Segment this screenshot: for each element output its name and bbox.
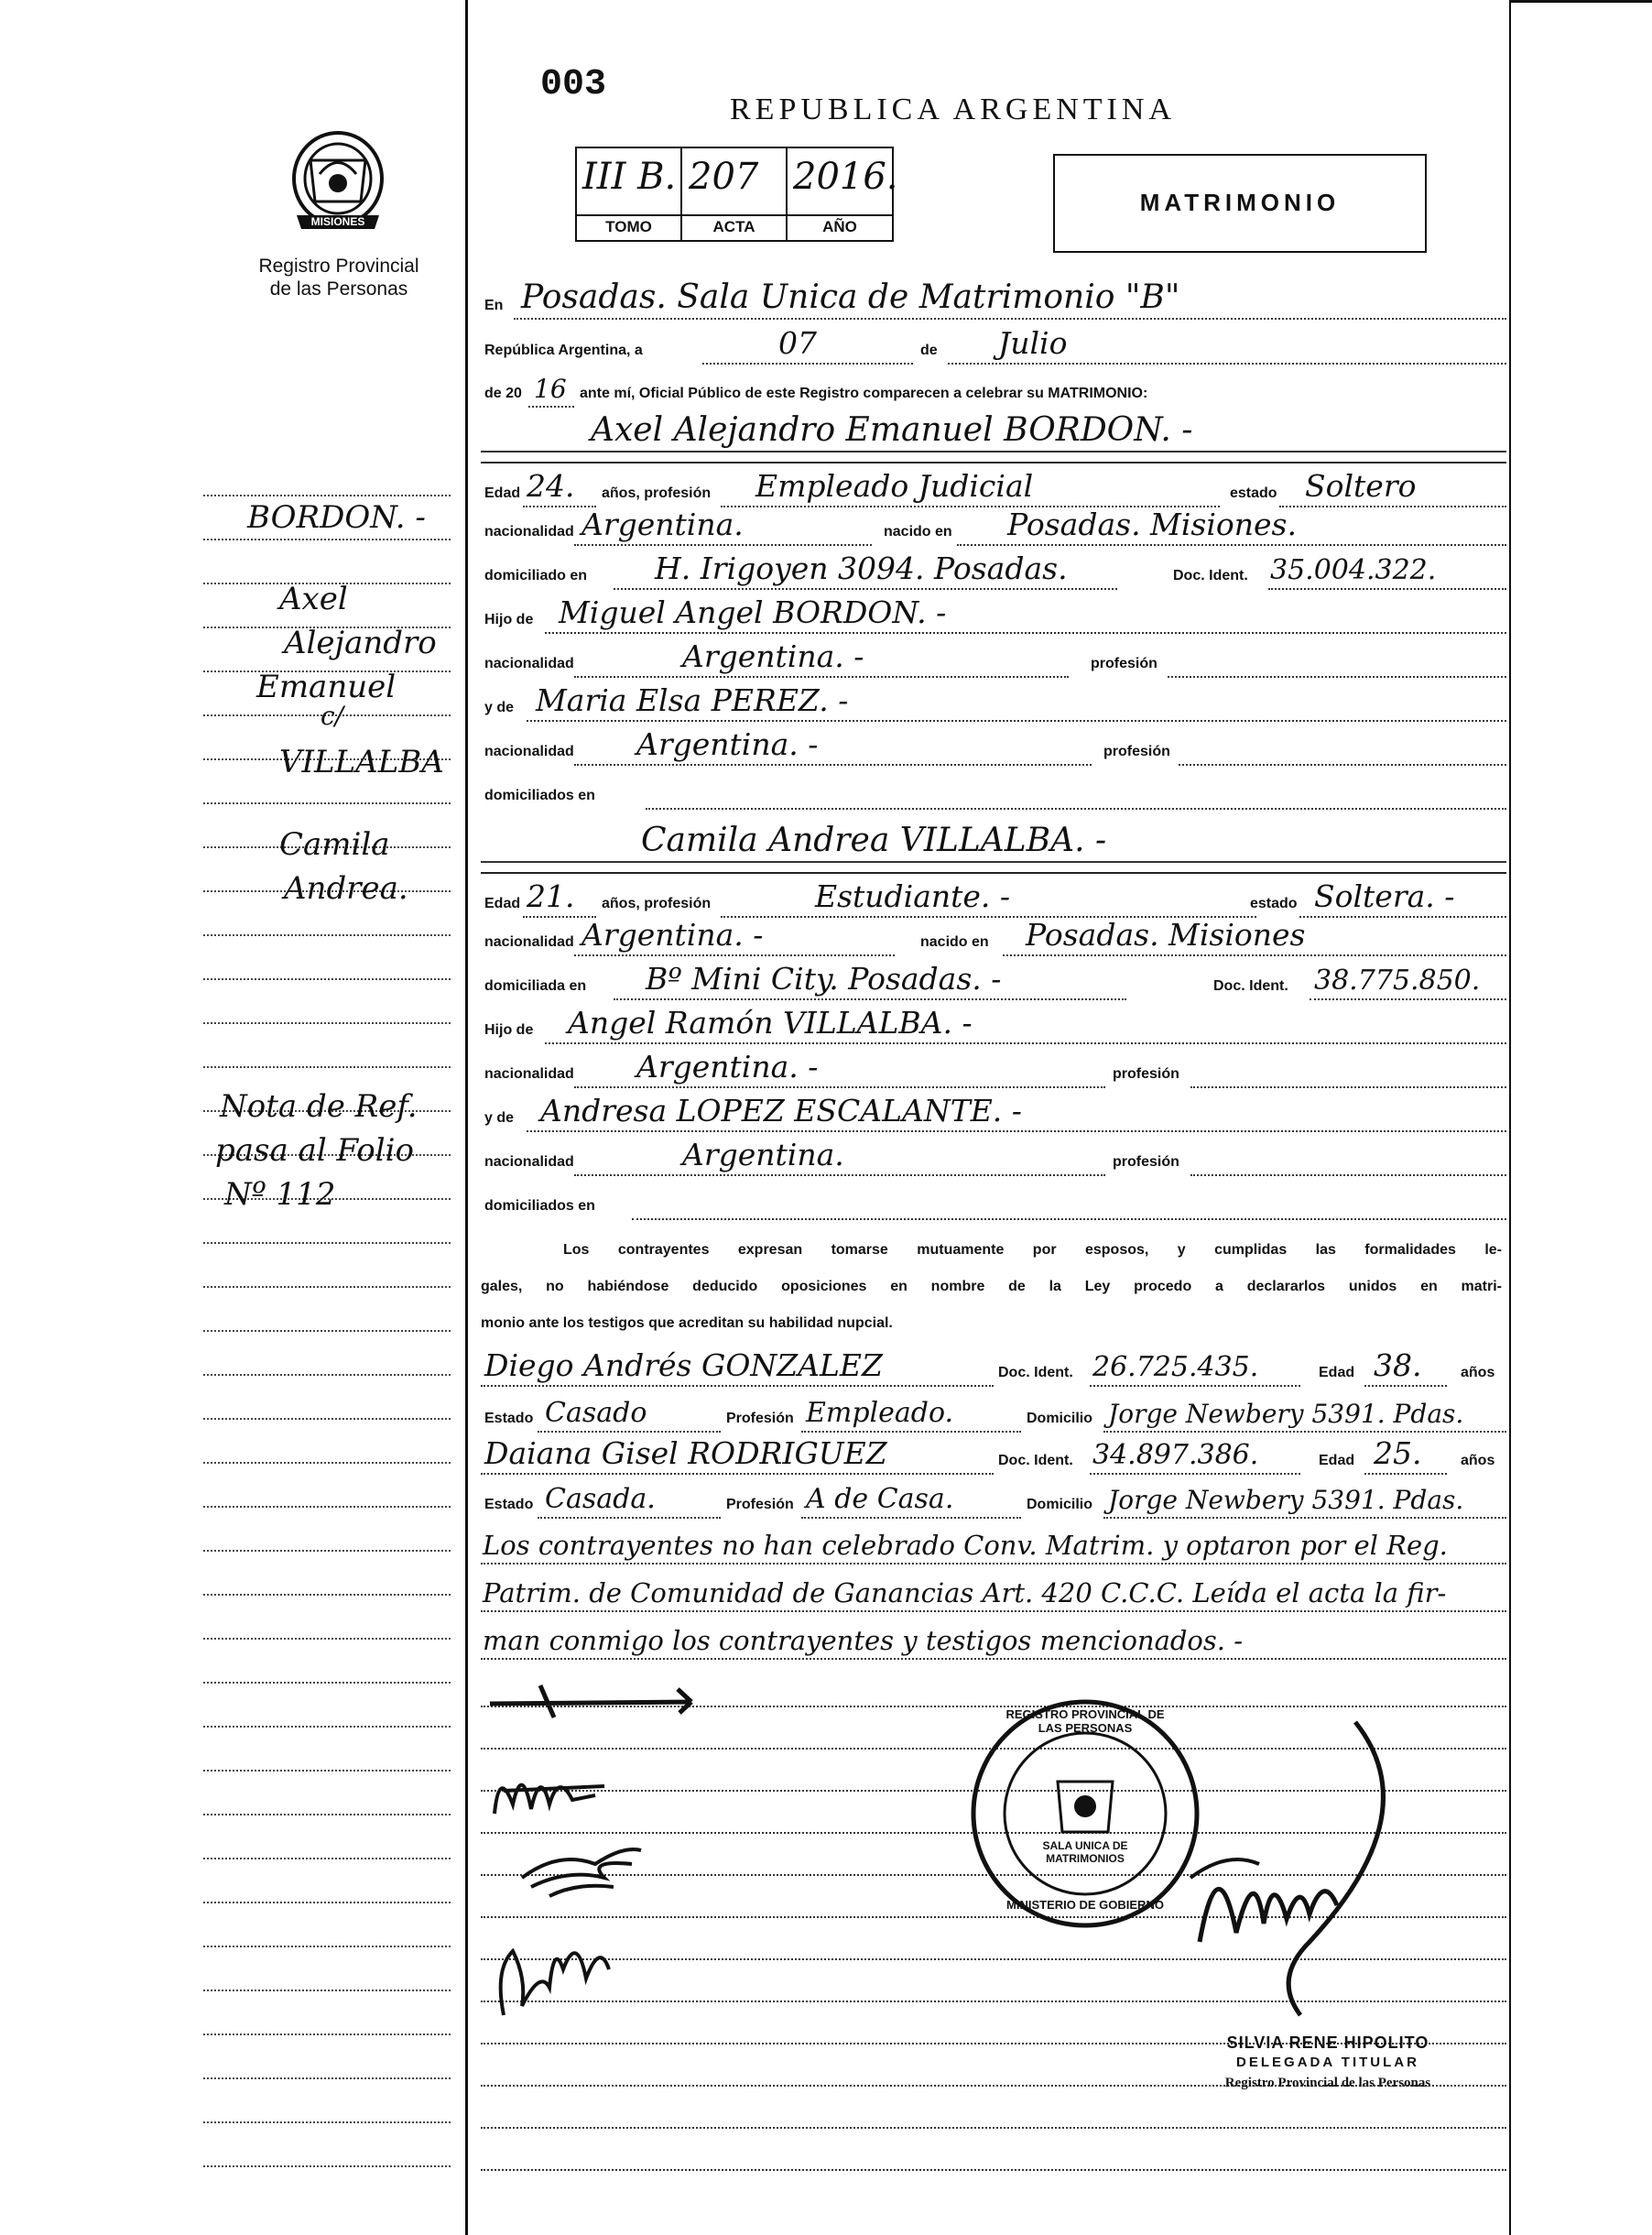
margin-ruled-line bbox=[203, 1858, 451, 1859]
margin-ruled-line bbox=[203, 2077, 451, 2079]
margin-ruled-line bbox=[203, 1902, 451, 1903]
groom-birthplace: Posadas. Misiones. bbox=[1007, 507, 1297, 542]
margin-groom-surname: BORDON. - bbox=[247, 499, 426, 536]
margin-ruled-line bbox=[203, 1814, 451, 1815]
witness2-profession: A de Casa. bbox=[806, 1483, 954, 1515]
groom-domiciliados-label: domiciliados en bbox=[484, 788, 595, 803]
margin-ruled-line bbox=[203, 1022, 451, 1024]
groom-name-row bbox=[481, 412, 1506, 452]
witness2-profesion-label: Profesión bbox=[726, 1497, 794, 1512]
groom-domiciliado-label: domiciliado en bbox=[484, 568, 588, 583]
bride-doc-number: 38.775.850. bbox=[1314, 965, 1481, 997]
groom-father-nat-label: nacionalidad bbox=[484, 656, 574, 671]
margin-ruled-line bbox=[203, 1726, 451, 1728]
bride-domiciliados-label: domiciliados en bbox=[484, 1198, 595, 1214]
bride-estado-label: estado bbox=[1250, 896, 1298, 911]
bride-address: Bº Mini City. Posadas. - bbox=[646, 961, 1002, 997]
official-name: SILVIA RENE HIPOLITO bbox=[1226, 2033, 1429, 2052]
groom-profession: Empleado Judicial bbox=[755, 468, 1034, 504]
groom-nationality-row bbox=[481, 509, 1506, 546]
groom-signature bbox=[485, 1750, 614, 1832]
bride-domiciliados-row bbox=[481, 1183, 1506, 1220]
record-id-box bbox=[575, 147, 898, 242]
margin-note-line1: Nota de Ref. bbox=[220, 1088, 418, 1125]
witness1-estado-label: Estado bbox=[484, 1411, 534, 1426]
groom-address: H. Irigoyen 3094. Posadas. bbox=[655, 551, 1068, 586]
notes-line2 bbox=[481, 1570, 1506, 1612]
witness2-estado-label: Estado bbox=[484, 1497, 534, 1512]
witness1-domicilio-label: Domicilio bbox=[1027, 1411, 1093, 1426]
groom-doc-number: 35.004.322. bbox=[1270, 554, 1437, 586]
margin-ruled-line bbox=[203, 1330, 451, 1332]
bride-nationality-row bbox=[481, 917, 1506, 956]
month-value: Julio bbox=[998, 325, 1068, 361]
groom-hijo-label: Hijo de bbox=[484, 612, 534, 627]
groom-nacido-label: nacido en bbox=[884, 524, 952, 540]
margin-ruled-line bbox=[203, 1594, 451, 1596]
year-row bbox=[481, 371, 1506, 408]
bride-father-prof-label: profesión bbox=[1113, 1066, 1179, 1082]
bride-father-nationality: Argentina. - bbox=[636, 1049, 819, 1085]
bride-mother-nat-label: nacionalidad bbox=[484, 1154, 574, 1170]
act-type-label: MATRIMONIO bbox=[1139, 189, 1341, 216]
stamp-ring-text: REGISTRO PROVINCIAL DE LAS PERSONAS bbox=[1005, 1707, 1165, 1735]
witness1-profesion-label: Profesión bbox=[726, 1411, 794, 1426]
witness2-name-row bbox=[481, 1434, 1506, 1475]
margin-ruled-line bbox=[203, 1066, 451, 1068]
bride-mother: Andresa LOPEZ ESCALANTE. - bbox=[540, 1093, 1022, 1128]
witness1-anios-label: años bbox=[1461, 1365, 1495, 1380]
witness1-doc-number: 26.725.435. bbox=[1092, 1351, 1259, 1383]
witness1-address: Jorge Newbery 5391. Pdas. bbox=[1108, 1399, 1464, 1429]
groom-edad-label: Edad bbox=[484, 485, 521, 501]
bride-civil-status: Soltera. - bbox=[1314, 878, 1455, 914]
signature-block bbox=[1190, 2033, 1465, 2091]
notes-text-3: man conmigo los contrayentes y testigos mencionados. - bbox=[483, 1625, 1244, 1656]
bride-full-name: Camila Andrea VILLALBA. - bbox=[641, 822, 1107, 859]
doc-number: 003 bbox=[540, 64, 607, 105]
bride-mother-prof-label: profesión bbox=[1113, 1154, 1179, 1170]
margin-ruled-line bbox=[203, 1990, 451, 1991]
official-stamp bbox=[966, 1695, 1204, 1933]
witness1-profession: Empleado. bbox=[806, 1397, 954, 1429]
signature-ruled-line bbox=[481, 2127, 1506, 2129]
witness1-age: 38. bbox=[1374, 1347, 1422, 1383]
anio-value: 2016. bbox=[793, 156, 898, 198]
year-suffix: 16 bbox=[534, 374, 567, 404]
margin-ruled-line bbox=[203, 934, 451, 936]
witness1-edad-label: Edad bbox=[1319, 1365, 1355, 1380]
margin-note-line3: Nº 112 bbox=[224, 1176, 336, 1213]
witness2-doc-label: Doc. Ident. bbox=[998, 1453, 1073, 1468]
bride-father-nat-label: nacionalidad bbox=[484, 1066, 574, 1082]
bride-birthplace: Posadas. Misiones bbox=[1026, 917, 1306, 953]
witness2-name: Daiana Gisel RODRIGUEZ bbox=[484, 1435, 887, 1471]
margin-ruled-line bbox=[203, 802, 451, 804]
place-row bbox=[481, 279, 1506, 320]
registry-logo bbox=[288, 124, 388, 243]
margin-note-line2: pasa al Folio bbox=[215, 1132, 414, 1169]
groom-profesion-label: años, profesión bbox=[602, 485, 712, 501]
groom-mother-prof-label: profesión bbox=[1103, 744, 1170, 759]
bride-nacido-label: nacido en bbox=[920, 934, 989, 950]
country-title: REPUBLICA ARGENTINA bbox=[730, 93, 1176, 126]
registry-name bbox=[229, 255, 449, 300]
bride-profession: Estudiante. - bbox=[815, 878, 1011, 914]
groom-father-row bbox=[481, 594, 1506, 634]
margin-divider bbox=[465, 0, 468, 2235]
margin-ruled-line bbox=[203, 1374, 451, 1376]
groom-estado-label: estado bbox=[1230, 485, 1277, 501]
margin-ruled-line bbox=[203, 1242, 451, 1244]
bride-mother-nat-row bbox=[481, 1139, 1506, 1176]
declaration-text: ante mí, Oficial Público de este Registro comparecen a celebrar su MATRIMONIO: bbox=[580, 386, 1148, 401]
groom-mother-nat-row bbox=[481, 726, 1506, 766]
witness2-civil-status: Casada. bbox=[545, 1483, 656, 1515]
witness1-name-row bbox=[481, 1346, 1506, 1387]
margin-groom-name2: Alejandro bbox=[284, 625, 437, 661]
anio-label: AÑO bbox=[822, 218, 857, 235]
notes-text-2: Patrim. de Comunidad de Ganancias Art. 420 C.C.C. Leída el acta la fir- bbox=[483, 1577, 1447, 1608]
groom-father-prof-label: profesión bbox=[1091, 656, 1157, 671]
margin-ruled-line bbox=[203, 1286, 451, 1288]
official-office: Registro Provincial de las Personas bbox=[1224, 2076, 1431, 2090]
date-row bbox=[481, 325, 1506, 365]
margin-ruled-line bbox=[203, 2165, 451, 2167]
registry-name-line2: de las Personas bbox=[269, 278, 408, 300]
logo-caption: MISIONES bbox=[310, 215, 365, 228]
bride-domiciliada-label: domiciliada en bbox=[484, 978, 587, 994]
witness-signature bbox=[485, 1914, 623, 2024]
groom-mother: Maria Elsa PEREZ. - bbox=[536, 682, 849, 718]
acta-label: ACTA bbox=[712, 218, 755, 235]
witness1-name: Diego Andrés GONZALEZ bbox=[484, 1347, 883, 1383]
bride-nacionalidad-label: nacionalidad bbox=[484, 934, 574, 950]
official-title: DELEGADA TITULAR bbox=[1236, 2055, 1419, 2070]
margin-groom-name1: Axel bbox=[279, 581, 348, 617]
groom-father: Miguel Angel BORDON. - bbox=[559, 594, 947, 630]
groom-age-row bbox=[481, 462, 1506, 507]
witness2-detail-row bbox=[481, 1478, 1506, 1519]
bride-edad-label: Edad bbox=[484, 896, 521, 911]
margin-ruled-line bbox=[203, 539, 451, 540]
witness2-anios-label: años bbox=[1461, 1453, 1495, 1468]
groom-domiciliados-row bbox=[481, 773, 1506, 810]
page-right-border bbox=[1509, 0, 1511, 2235]
witness2-edad-label: Edad bbox=[1319, 1453, 1355, 1468]
official-signature bbox=[1172, 1704, 1447, 2033]
margin-ruled-line bbox=[203, 1506, 451, 1508]
groom-mother-row bbox=[481, 682, 1506, 722]
margin-ruled-line bbox=[203, 495, 451, 496]
margin-bride-name1: Camila bbox=[279, 826, 390, 863]
groom-mother-nat-label: nacionalidad bbox=[484, 744, 574, 759]
year-prefix: de 20 bbox=[484, 386, 522, 401]
notes-line3 bbox=[481, 1618, 1506, 1660]
closing-line-mark bbox=[485, 1676, 714, 1722]
groom-father-nationality: Argentina. - bbox=[682, 638, 864, 674]
groom-mother-nationality: Argentina. - bbox=[636, 726, 819, 762]
acta-value: 207 bbox=[689, 156, 759, 198]
witness1-civil-status: Casado bbox=[545, 1397, 647, 1429]
margin-ruled-line bbox=[203, 1682, 451, 1684]
witness1-detail-row bbox=[481, 1392, 1506, 1433]
statement bbox=[481, 1232, 1502, 1342]
en-label: En bbox=[484, 298, 504, 313]
bride-age-row bbox=[481, 872, 1506, 918]
bride-yde-label: y de bbox=[484, 1110, 515, 1126]
groom-doc-label: Doc. Ident. bbox=[1173, 568, 1248, 583]
witness2-domicilio-label: Domicilio bbox=[1027, 1497, 1093, 1512]
statement-line1: Los contrayentes expresan tomarse mutuamente por esposos, y cumplidas las formalidades le- bbox=[563, 1242, 1502, 1258]
witness1-doc-label: Doc. Ident. bbox=[998, 1365, 1073, 1380]
bride-doc-label: Doc. Ident. bbox=[1213, 978, 1288, 994]
margin-bride-surname: VILLALBA bbox=[279, 744, 444, 780]
groom-yde-label: y de bbox=[484, 700, 515, 715]
top-edge-line bbox=[1511, 0, 1652, 3]
margin-ruled-line bbox=[203, 1462, 451, 1464]
margin-ruled-line bbox=[203, 978, 451, 980]
groom-age: 24. bbox=[527, 468, 575, 504]
groom-civil-status: Soltero bbox=[1305, 468, 1417, 504]
day-value: 07 bbox=[778, 325, 817, 361]
margin-ruled-line bbox=[203, 1550, 451, 1552]
stamp-inner-text: SALA UNICA DE MATRIMONIOS bbox=[1042, 1839, 1128, 1865]
tomo-value: III B. bbox=[582, 156, 677, 198]
republica-label: República Argentina, a bbox=[484, 343, 643, 358]
margin-groom-name3: Emanuel bbox=[256, 669, 397, 705]
margin-ruled-line bbox=[203, 1638, 451, 1640]
notes-line1 bbox=[481, 1522, 1506, 1564]
margin-ruled-line bbox=[203, 1946, 451, 1947]
bride-signature bbox=[513, 1832, 650, 1905]
margin-ruled-line bbox=[203, 1418, 451, 1420]
bride-father-row bbox=[481, 1005, 1506, 1044]
bride-mother-nationality: Argentina. bbox=[682, 1137, 844, 1172]
witness2-address: Jorge Newbery 5391. Pdas. bbox=[1108, 1485, 1464, 1515]
groom-address-row bbox=[481, 553, 1506, 590]
bride-father-nat-row bbox=[481, 1049, 1506, 1088]
bride-address-row bbox=[481, 961, 1506, 1000]
bride-profesion-label: años, profesión bbox=[602, 896, 712, 911]
bride-hijo-label: Hijo de bbox=[484, 1022, 534, 1038]
bride-name-row bbox=[481, 823, 1506, 863]
bride-mother-row bbox=[481, 1093, 1506, 1132]
tomo-label: TOMO bbox=[605, 218, 652, 235]
witness2-age: 25. bbox=[1374, 1435, 1422, 1471]
margin-ruled-line bbox=[203, 1770, 451, 1772]
notes-text-1: Los contrayentes no han celebrado Conv. Matrim. y optaron por el Reg. bbox=[483, 1530, 1448, 1561]
statement-line3: monio ante los testigos que acreditan su habilidad nupcial. bbox=[481, 1315, 893, 1331]
registry-name-line1: Registro Provincial bbox=[258, 256, 419, 277]
bride-age: 21. bbox=[527, 878, 575, 914]
margin-ruled-line bbox=[203, 2033, 451, 2035]
margin-ruled-line bbox=[203, 2121, 451, 2123]
signature-ruled-line bbox=[481, 2169, 1506, 2171]
margin-bride-name2: Andrea. bbox=[284, 870, 408, 907]
statement-line2: gales, no habiéndose deducido oposiciones en nombre de la Ley procedo a declararlos unidos en matri- bbox=[481, 1279, 1502, 1294]
act-type-box bbox=[1053, 154, 1427, 253]
bride-nationality: Argentina. - bbox=[581, 917, 764, 953]
bride-father: Angel Ramón VILLALBA. - bbox=[568, 1005, 973, 1041]
de-label: de bbox=[920, 343, 938, 358]
place-value: Posadas. Sala Unica de Matrimonio "B" bbox=[521, 278, 1180, 316]
witness2-doc-number: 34.897.386. bbox=[1092, 1439, 1259, 1471]
groom-full-name: Axel Alejandro Emanuel BORDON. - bbox=[591, 411, 1193, 449]
stamp-bottom-text: MINISTERIO DE GOBIERNO bbox=[1006, 1898, 1164, 1912]
groom-nationality: Argentina. bbox=[581, 507, 744, 542]
groom-nacionalidad-label: nacionalidad bbox=[484, 524, 574, 540]
margin-conjunction: c/ bbox=[321, 701, 344, 731]
groom-father-nat-row bbox=[481, 638, 1506, 678]
